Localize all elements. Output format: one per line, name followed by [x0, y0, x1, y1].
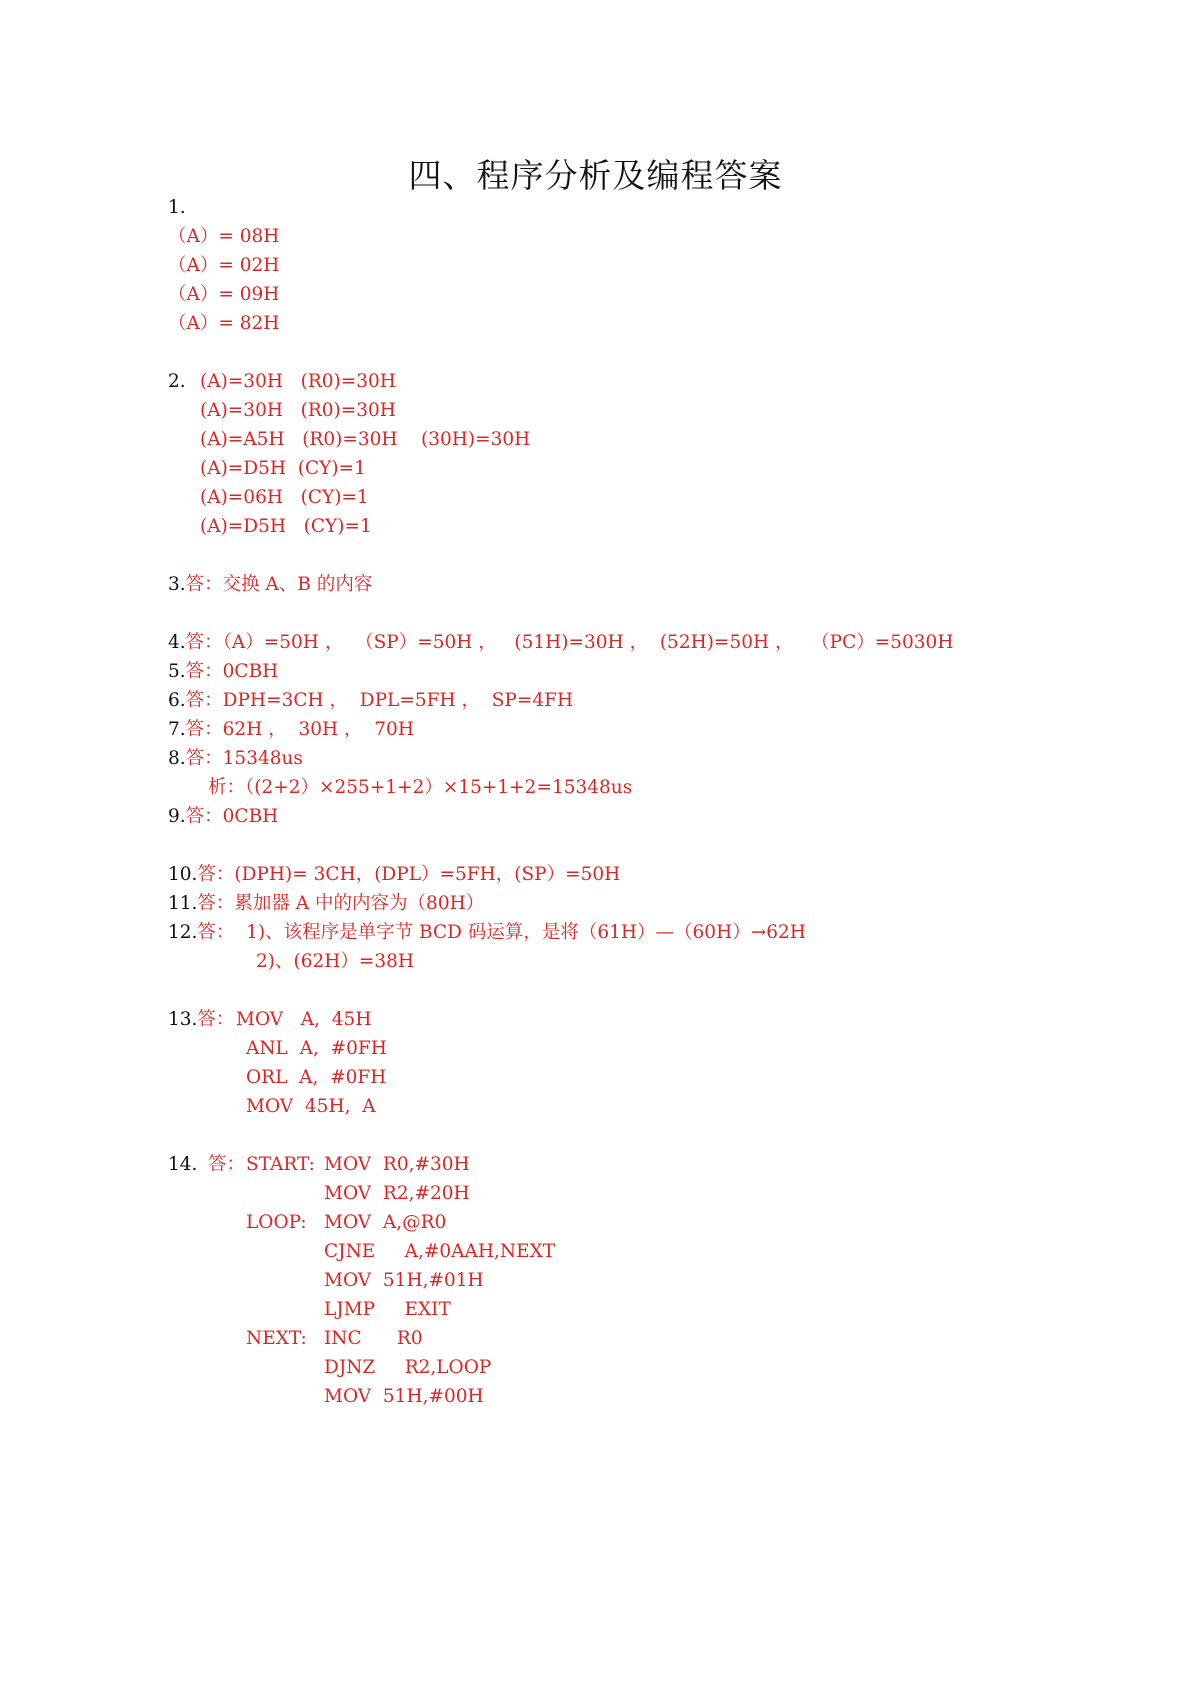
- q8-answer: 答：15348us: [185, 748, 303, 769]
- q9-answer: 答：0CBH: [185, 806, 279, 827]
- q14-code-line: LJMP EXIT: [324, 1299, 451, 1320]
- q13-code-line: ORL A, #0FH: [246, 1067, 387, 1088]
- q3-answer: 答：交换 A、B 的内容: [185, 574, 373, 595]
- q14-number: 14.: [168, 1154, 198, 1175]
- q6-line: [168, 689, 573, 713]
- q2-answer-line: (A)=D5H (CY)=1: [200, 458, 366, 479]
- q6-number: 6.: [168, 690, 186, 711]
- page-title: 四、程序分析及编程答案: [408, 156, 783, 195]
- q2-number: 2.: [168, 371, 186, 392]
- q8-analysis: 析：（(2+2）×255+1+2）×15+1+2=15348us: [208, 777, 633, 798]
- q7-number: 7.: [168, 719, 186, 740]
- q13-prefix: 答：: [197, 1009, 235, 1030]
- q1-answer-line: （A）= 02H: [168, 255, 280, 276]
- q2-answer-line: (A)=A5H (R0)=30H (30H)=30H: [200, 429, 531, 450]
- q14-code-line: MOV 51H,#00H: [324, 1386, 484, 1407]
- q14-code-line: MOV 51H,#01H: [324, 1270, 484, 1291]
- q14-label-next: NEXT:: [246, 1328, 307, 1349]
- q14-code-line: MOV R0,#30H: [324, 1154, 470, 1175]
- q13-code-line: MOV A, 45H: [236, 1009, 372, 1030]
- q4-number: 4.: [168, 632, 186, 653]
- q13-code-line: MOV 45H, A: [246, 1096, 376, 1117]
- q13-number: 13.: [168, 1009, 198, 1030]
- q1-answer-line: （A）= 82H: [168, 313, 280, 334]
- q14-label-loop: LOOP:: [246, 1212, 307, 1233]
- q12-answer-line2: 2)、(62H）=38H: [256, 951, 415, 972]
- q13-line: [168, 1008, 234, 1032]
- q9-number: 9.: [168, 806, 186, 827]
- q2-answer-line: (A)=06H (CY)=1: [200, 487, 369, 508]
- q1-answer-line: （A）= 08H: [168, 226, 280, 247]
- q6-answer: 答：DPH=3CH ， DPL=5FH ， SP=4FH: [185, 690, 574, 711]
- q2-answer-line: (A)=30H (R0)=30H: [200, 371, 396, 392]
- q3-line: [168, 573, 372, 597]
- q7-answer: 答：62H ， 30H ， 70H: [185, 719, 414, 740]
- q11-line: [168, 892, 484, 916]
- q4-line: [168, 631, 953, 655]
- q14-code-line: INC R0: [324, 1328, 423, 1349]
- q14-prefix: 答：: [208, 1154, 246, 1175]
- q5-number: 5.: [168, 661, 186, 682]
- q11-number: 11.: [168, 893, 198, 914]
- q8-number: 8.: [168, 748, 186, 769]
- q10-number: 10.: [168, 864, 198, 885]
- q10-line: [168, 863, 620, 887]
- q1-number: 1.: [168, 197, 186, 218]
- q7-line: [168, 718, 414, 742]
- q13-code-line: ANL A, #0FH: [246, 1038, 387, 1059]
- q1-answer-line: （A）= 09H: [168, 284, 280, 305]
- q5-answer: 答：0CBH: [185, 661, 279, 682]
- q2-answer-line: (A)=30H (R0)=30H: [200, 400, 396, 421]
- q8-line: [168, 747, 303, 771]
- q14-code-line: MOV A,@R0: [324, 1212, 447, 1233]
- q14-code-line: DJNZ R2,LOOP: [324, 1357, 492, 1378]
- q14-label-start: START:: [246, 1154, 315, 1175]
- q9-line: [168, 805, 278, 829]
- q12-answer: 答： 1)、该程序是单字节 BCD 码运算，是将（61H）—（60H）→62H: [197, 922, 806, 943]
- q5-line: [168, 660, 278, 684]
- q12-line: [168, 921, 806, 945]
- q10-answer: 答：(DPH)= 3CH，(DPL）=5FH，(SP）=50H: [197, 864, 621, 885]
- q3-number: 3.: [168, 574, 186, 595]
- q14-code-line: MOV R2,#20H: [324, 1183, 470, 1204]
- q2-answer-line: (A)=D5H (CY)=1: [200, 516, 372, 537]
- q4-answer: 答：（A）=50H ， （SP）=50H ， (51H)=30H ， (52H)=50H ， （PC）=5030H: [185, 632, 954, 653]
- q14-code-line: CJNE A,#0AAH,NEXT: [324, 1241, 556, 1262]
- q12-number: 12.: [168, 922, 198, 943]
- q11-answer: 答：累加器 A 中的内容为（80H）: [197, 893, 485, 914]
